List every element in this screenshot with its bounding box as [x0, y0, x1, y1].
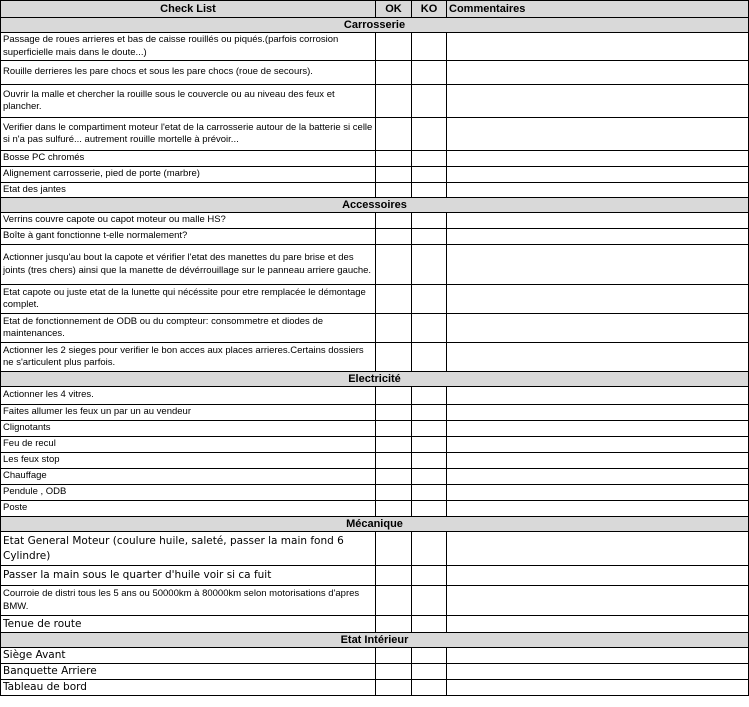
checklist-item-label: Actionner les 2 sieges pour verifier le bon acces aux places arrieres.Certains dossiers ne s'articulent plus parfois. — [1, 343, 376, 372]
ko-cell[interactable] — [412, 61, 447, 85]
ok-cell[interactable] — [376, 387, 412, 405]
ko-cell[interactable] — [412, 566, 447, 586]
ok-cell[interactable] — [376, 453, 412, 469]
table-row — [1, 648, 749, 664]
ko-cell[interactable] — [412, 421, 447, 437]
ko-cell[interactable] — [412, 118, 447, 151]
checklist-item-label: Clignotants — [1, 421, 376, 437]
ko-cell[interactable] — [412, 664, 447, 680]
comment-cell[interactable] — [447, 314, 749, 343]
table-row — [1, 118, 749, 151]
comment-cell[interactable] — [447, 183, 749, 198]
comment-cell[interactable] — [447, 229, 749, 245]
ok-cell[interactable] — [376, 469, 412, 485]
table-row — [1, 387, 749, 405]
section-title: Mécanique — [1, 517, 749, 532]
comment-cell[interactable] — [447, 343, 749, 372]
checklist-item-label: Siège Avant — [1, 648, 376, 664]
section-title: Accessoires — [1, 198, 749, 213]
table-row — [1, 469, 749, 485]
ko-cell[interactable] — [412, 469, 447, 485]
ok-cell[interactable] — [376, 33, 412, 61]
ok-cell[interactable] — [376, 167, 412, 183]
ok-cell[interactable] — [376, 118, 412, 151]
checklist-item-label: Tableau de bord — [1, 680, 376, 696]
ok-cell[interactable] — [376, 648, 412, 664]
ok-cell[interactable] — [376, 61, 412, 85]
ko-cell[interactable] — [412, 616, 447, 633]
ko-cell[interactable] — [412, 405, 447, 421]
table-header — [1, 1, 749, 18]
table-row — [1, 314, 749, 343]
table-row — [1, 343, 749, 372]
ok-cell[interactable] — [376, 285, 412, 314]
ko-cell[interactable] — [412, 485, 447, 501]
checklist-item-label: Etat General Moteur (coulure huile, saleté, passer la main fond 6 Cylindre) — [1, 532, 376, 566]
table-row — [1, 566, 749, 586]
comment-cell[interactable] — [447, 151, 749, 167]
ok-cell[interactable] — [376, 183, 412, 198]
table-row — [1, 151, 749, 167]
ok-cell[interactable] — [376, 616, 412, 633]
ko-cell[interactable] — [412, 183, 447, 198]
ko-cell[interactable] — [412, 167, 447, 183]
ko-cell[interactable] — [412, 437, 447, 453]
ko-cell[interactable] — [412, 586, 447, 616]
section-title: Etat Intérieur — [1, 633, 749, 648]
checklist-item-label: Verrins couvre capote ou capot moteur ou malle HS? — [1, 213, 376, 229]
ko-cell[interactable] — [412, 151, 447, 167]
table-row — [1, 61, 749, 85]
checklist-item-label: Feu de recul — [1, 437, 376, 453]
comment-cell[interactable] — [447, 501, 749, 517]
ko-cell[interactable] — [412, 387, 447, 405]
comment-cell[interactable] — [447, 405, 749, 421]
table-row — [1, 85, 749, 118]
ko-cell[interactable] — [412, 648, 447, 664]
table-row — [1, 183, 749, 198]
checklist-item-label: Pendule , ODB — [1, 485, 376, 501]
ok-cell[interactable] — [376, 421, 412, 437]
checklist-item-label: Passer la main sous le quarter d'huile voir si ca fuit — [1, 566, 376, 586]
checklist-item-label: Passage de roues arrieres et bas de caisse rouillés ou piqués.(parfois corrosion superficielle mais dans le doute...) — [1, 33, 376, 61]
ok-cell[interactable] — [376, 586, 412, 616]
comment-cell[interactable] — [447, 566, 749, 586]
comment-cell[interactable] — [447, 453, 749, 469]
ko-cell[interactable] — [412, 532, 447, 566]
ok-cell[interactable] — [376, 501, 412, 517]
table-row — [1, 33, 749, 61]
ok-cell[interactable] — [376, 85, 412, 118]
checklist-item-label: Banquette Arriere — [1, 664, 376, 680]
comment-cell[interactable] — [447, 485, 749, 501]
ko-cell[interactable] — [412, 314, 447, 343]
ok-cell[interactable] — [376, 151, 412, 167]
ok-cell[interactable] — [376, 485, 412, 501]
comment-cell[interactable] — [447, 586, 749, 616]
table-row — [1, 664, 749, 680]
table-row — [1, 167, 749, 183]
ok-cell[interactable] — [376, 532, 412, 566]
comment-cell[interactable] — [447, 680, 749, 696]
column-header-comments: Commentaires — [447, 1, 749, 18]
ko-cell[interactable] — [412, 213, 447, 229]
ko-cell[interactable] — [412, 680, 447, 696]
table-row — [1, 213, 749, 229]
table-row — [1, 229, 749, 245]
checklist-item-label: Chauffage — [1, 469, 376, 485]
section-row — [1, 372, 749, 387]
checklist-item-label: Alignement carrosserie, pied de porte (marbre) — [1, 167, 376, 183]
section-row — [1, 633, 749, 648]
checklist-item-label: Courroie de distri tous les 5 ans ou 50000km à 80000km selon motorisations d'apres BMW. — [1, 586, 376, 616]
checklist-item-label: Les feux stop — [1, 453, 376, 469]
ko-cell[interactable] — [412, 285, 447, 314]
comment-cell[interactable] — [447, 387, 749, 405]
section-row — [1, 517, 749, 532]
ko-cell[interactable] — [412, 343, 447, 372]
comment-cell[interactable] — [447, 213, 749, 229]
column-header-ko: KO — [412, 1, 447, 18]
comment-cell[interactable] — [447, 85, 749, 118]
ko-cell[interactable] — [412, 245, 447, 285]
section-title: Electricité — [1, 372, 749, 387]
section-title: Carrosserie — [1, 18, 749, 33]
section-row — [1, 198, 749, 213]
ok-cell[interactable] — [376, 664, 412, 680]
checklist-item-label: Bosse PC chromés — [1, 151, 376, 167]
comment-cell[interactable] — [447, 469, 749, 485]
comment-cell[interactable] — [447, 421, 749, 437]
checklist-item-label: Verifier dans le compartiment moteur l'etat de la carrosserie autour de la batterie si celle si n'a pas sulfuré... autrement rouille mortelle à prévoir... — [1, 118, 376, 151]
table-row — [1, 421, 749, 437]
comment-cell[interactable] — [447, 245, 749, 285]
table-row — [1, 501, 749, 517]
table-row — [1, 616, 749, 633]
checklist-item-label: Actionner les 4 vitres. — [1, 387, 376, 405]
checklist-item-label: Boîte à gant fonctionne t-elle normalement? — [1, 229, 376, 245]
comment-cell[interactable] — [447, 118, 749, 151]
checklist-item-label: Faites allumer les feux un par un au vendeur — [1, 405, 376, 421]
table-row — [1, 586, 749, 616]
checklist-item-label: Actionner jusqu'au bout la capote et vérifier l'etat des manettes du pare brise et des joints (tres chers) ainsi que la manette de dévérrouillage sur le panneau arriere gauche. — [1, 245, 376, 285]
ok-cell[interactable] — [376, 566, 412, 586]
comment-cell[interactable] — [447, 437, 749, 453]
checklist-item-label: Rouille derrieres les pare chocs et sous les pare chocs (roue de secours). — [1, 61, 376, 85]
header-row — [1, 1, 749, 18]
column-header-check-list: Check List — [1, 1, 376, 18]
ok-cell[interactable] — [376, 405, 412, 421]
ok-cell[interactable] — [376, 437, 412, 453]
ko-cell[interactable] — [412, 33, 447, 61]
comment-cell[interactable] — [447, 616, 749, 633]
table-row — [1, 532, 749, 566]
table-body — [1, 18, 749, 696]
ok-cell[interactable] — [376, 213, 412, 229]
table-row — [1, 285, 749, 314]
ko-cell[interactable] — [412, 453, 447, 469]
ok-cell[interactable] — [376, 245, 412, 285]
comment-cell[interactable] — [447, 61, 749, 85]
checklist-item-label: Etat de fonctionnement de ODB ou du compteur: consommetre et diodes de maintenances. — [1, 314, 376, 343]
table-row — [1, 245, 749, 285]
ko-cell[interactable] — [412, 229, 447, 245]
comment-cell[interactable] — [447, 167, 749, 183]
comment-cell[interactable] — [447, 664, 749, 680]
comment-cell[interactable] — [447, 648, 749, 664]
section-row — [1, 18, 749, 33]
checklist-item-label: Etat capote ou juste etat de la lunette qui nécéssite pour etre remplacée le démontage complet. — [1, 285, 376, 314]
ko-cell[interactable] — [412, 501, 447, 517]
checklist-item-label: Ouvrir la malle et chercher la rouille sous le couvercle ou au niveau des feux et plancher. — [1, 85, 376, 118]
comment-cell[interactable] — [447, 532, 749, 566]
table-row — [1, 453, 749, 469]
comment-cell[interactable] — [447, 285, 749, 314]
ok-cell[interactable] — [376, 343, 412, 372]
ko-cell[interactable] — [412, 85, 447, 118]
table-row — [1, 437, 749, 453]
comment-cell[interactable] — [447, 33, 749, 61]
column-header-ok: OK — [376, 1, 412, 18]
table-row — [1, 485, 749, 501]
ok-cell[interactable] — [376, 680, 412, 696]
ok-cell[interactable] — [376, 229, 412, 245]
checklist-item-label: Poste — [1, 501, 376, 517]
ok-cell[interactable] — [376, 314, 412, 343]
checklist-item-label: Tenue de route — [1, 616, 376, 633]
checklist-item-label: Etat des jantes — [1, 183, 376, 198]
table-row — [1, 680, 749, 696]
table-row — [1, 405, 749, 421]
